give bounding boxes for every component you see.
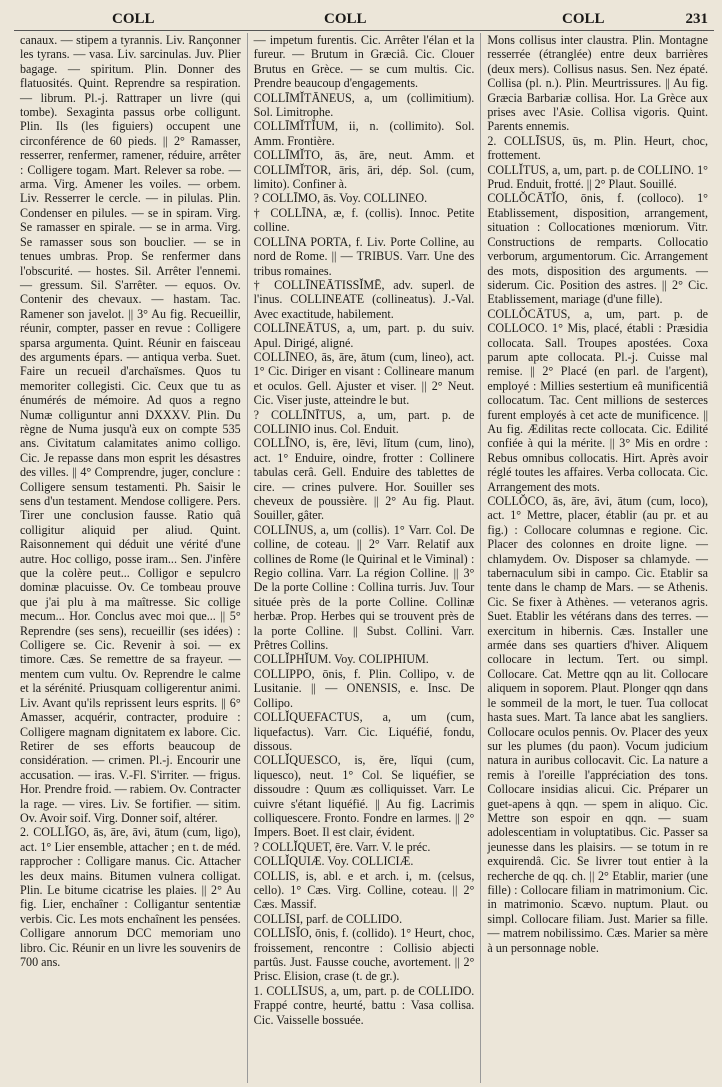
page-header	[14, 8, 714, 31]
dictionary-entry: COLLĬNO, is, ēre, lēvi, lĭtum (cum, lino), act. 1° Enduire, oindre, frotter : Collinere tabulas cerâ. Gell. Enduire des tablettes de cire. — crines pulvere. Hor. Souiller ses cheveux de poussière. || 2° Au fig. Plaut. Souiller, gâter.	[253, 436, 475, 523]
dictionary-entry: COLLĪNUS, a, um (collis). 1° Varr. Col. De colline, de coteau. || 2° Varr. Relatif aux collines de Rome (le Quirinal et le Viminal) : Regio collina. Varr. La région Colline. || 3° De la porte Colline : Collina turris. Juv. Tour située près de la porte Colline. Collinæ herbæ. Prop. Herbes qui se trouvent près de la porte Colline. || Subst. Collini. Varr. Prêtres Collins.	[253, 522, 475, 653]
dictionary-entry: COLLĪMĬTĬUM, ii, n. (collimito). Sol. Amm. Frontière.	[253, 119, 475, 148]
dictionary-entry: COLLĬQUIÆ. Voy. COLLICIÆ.	[253, 854, 414, 869]
dictionary-entry: COLLĪNEO, ās, āre, ātum (cum, lineo), act. 1° Cic. Diriger en visant : Collineare manum et oculos. Gell. Ajuster et viser. || 2° Neut. Cic. Viser juste, atteindre le but.	[253, 349, 475, 408]
dictionary-entry: COLLŎCĀTUS, a, um, part. p. de COLLOCO. 1° Mis, placé, établi : Præsidia collocata. Sall. Troupes apostées. Coxa parum apte collocata. Pl.-j. Cuisse mal remise. || 2° Placé (en parl. de l'argent), employé : Millies sestertium eâ munificentiâ collocatum. Tac. Cent millions de sesterces furent employés à cet acte de munificence. || Au fig. Ædilitas recte collocata. Cic. Edilité confiée à qui la mérite. || 3° Mis en ordre : Rebus omnibus collocatis. Hirt. Après avoir réglé toutes les affaires. Verba collocata. Cic. Arrangement des mots.	[487, 306, 709, 494]
dictionary-entry: ? COLLĪMO, ās. Voy. COLLINEO.	[253, 191, 428, 206]
page-number: 231	[685, 11, 708, 27]
header-left-guideword: COLL	[112, 11, 155, 27]
dictionary-entry: 2. COLLĬGO, ās, āre, āvi, ātum (cum, ligo), act. 1° Lier ensemble, attacher ; en t. de méd. rapprocher : Colligare manus. Cic. Attacher les deux mains. Bitumen vulnera colligat. Plin. Le bitume cicatrise les plaies. || 2° Au fig. Lier, enchaîner : Colligantur sententiæ verbis. Cic. Les mots enchaînent les pensées. Colligare annorum DCC memoriam uno libro. Cic. Réunir en un livre les souvenirs de 700 ans.	[20, 825, 241, 969]
dictionary-entry: COLLĬPHĬUM. Voy. COLIPHIUM.	[253, 652, 429, 667]
dictionary-entry: COLLĬQUESCO, is, ĕre, lĭqui (cum, liquesco), neut. 1° Col. Se liquéfier, se dissoudre : Quum æs colliquisset. Varr. Le cuivre s'étant liquéfié. || Au fig. Lacrimis colliquescere. Fronto. Fondre en larmes. || 2° Impers. Boet. Il est clair, évident.	[253, 753, 475, 840]
dictionary-entry: Mons collisus inter claustra. Plin. Montagne resserrée (étranglée) entre deux barrières (deux mers). Collisus nasus. Sen. Nez épaté. Collisa (pl. n.). Plin. Meurtrissures. || Au fig. Græcia Barbariæ collisa. Hor. La Grèce aux prises avec l'Asie. Collisa vigoris. Quint. Parents ennemis.	[487, 33, 709, 134]
dictionary-entry: canaux. — stipem a tyrannis. Liv. Rançonner les tyrans. — vasa. Liv. sarcinulas. Juv. Plier bagage. — spiritum. Plin. Donner des flatuosités. Quint. Reprendre sa respiration. — librum. Pl.-j. Rattraper un livre (qui tombe). Sexaginta passus orbe colligunt. Plin. Ils (les figuiers) occupent une circonférence de 60 pieds. || 2° Ramasser, resserrer, renfermer, ramener, réduire, arrêter : Colligere togam. Mart. Relever sa robe. — arma. Virg. Amener les voiles. — orbem. Liv. Resserrer le cercle. — in pilulas. Plin. Condenser en pilules. — se in spiram. Virg. Se ramasser en spirale. — se in arma. Virg. Se ramasser sous son bouclier. — se in tenues umbras. Prop. Se renfermer dans l'obscurité. — hostes. Sil. Arrêter l'ennemi. — gressum. Sil. S'arrêter. — equos. Ov. Contenir des chevaux. — hastam. Tac. Ramener son javelot. || 3° Au fig. Recueillir, réunir, compter, passer en revue : Colligere sparsa argumenta. Quint. Réunir en faisceau des arguments épars. — antiqua verba. Suet. Faire un recueil d'archaïsmes. Quos tu memoriter collegisti. Cic. Ceux que tu as énumérés de mémoire. Ad quos a regno Numæ colliguntur anni DXXXV. Plin. Du règne de Numa jusqu'à eux on compte 535 ans. Civitatum calamitates animo colligo. Cic. Je repasse dans mon esprit les désastres des villes. || 4° Comprendre, juger, conclure : Colligere sensum testamenti. Ph. Saisir le sens d'un testament. Mendose colligere. Pers. Tirer une conclusion fausse. Ratio quâ colligitur aliquid per aliud. Quint. Raisonnement qui déduit une vérité d'une autre. Hoc colligo, posse iram... Sen. J'infère que la colère peut... Colligor e sepulcro dominæ placuisse. Ov. Ce tombeau prouve que j'ai plu à ma maîtresse. Sic collige mecum... Hor. Conclus avec moi que... || 5° Reprendre (ses sens), recueillir (ses idées) : Colligere se. Cic. Revenir à soi. — ex timore. Cæs. Se remettre de sa frayeur. — mentem cum vultu. Ov. Reprendre le calme et la sérénité. Priusquam colligerentur animi. Liv. Avant qu'ils reprissent leurs esprits. || 6° Amasser, acquérir, contracter, produire : Colligere magnam dignitatem ex labore. Cic. Retirer de ses efforts beaucoup de considération. — crimen. Pl.-j. Encourir une accusation. — iras. V.-Fl. S'irriter. — frigus. Hor. Prendre froid. — rabiem. Ov. Contracter la rage. — vires. Liv. Se fortifier. — sitim. Ov. Avoir soif. Virg. Donner soif, altérer.	[20, 33, 241, 825]
dictionary-entry: COLLŎCO, ās, āre, āvi, ātum (cum, loco), act. 1° Mettre, placer, établir (au pr. et au fig.) : Collocare columnas e regione. Cic. Placer des colonnes en droite ligne. — chlamydem. Ov. Disposer sa chlamyde. — tabernaculum sibi in campo. Cic. Etablir sa tente dans le champ de Mars. — se Athenis. Cic. Se fixer à Athènes. — veteranos agris. Suet. Etablir les vétérans dans des terres. — exercitum in hibernis. Cæs. Installer une armée dans ses quartiers d'hiver. Aliquem collocare in lectum. Tert. ou simpl. Collocare. Cat. Mettre qqn au lit. Collocare aliquem in soporem. Plaut. Plonger qqn dans le sommeil de la mort, le tuer. Tua collocat hasta sues. Mart. Ta lance abat les sangliers. Collocare oculos pennis. Ov. Placer des yeux sur les plumes (du paon). Vocum judicium natura in auribus collocavit. Cic. La nature a remis à l'oreille l'appréciation des tons. Collocare insidias alicui. Cic. Préparer un guet-apens à qqn. — spem in aliquo. Cic. Mettre son espoir en qqn. — suam adolescentiam in voluptatibus. Cic. Passer sa jeunesse dans les plaisirs. — se totum in re exquirendâ. Cic. Se livrer tout entier à la recherche de qq. ch. || 2° Etablir, marier (une fille) : Collocare filiam in matrimonium. Cic. in matrimonio. Scævo. nuptum. Plaut. ou simpl. Collocare filiam. Just. Marier sa fille. — matrem nobilissimo. Cæs. Marier sa mère à un personnage noble.	[487, 494, 709, 955]
dictionary-entry: † COLLĪNA, æ, f. (collis). Innoc. Petite colline.	[253, 205, 475, 235]
dictionary-entry: COLLĪSĬO, ōnis, f. (collido). 1° Heurt, choc, froissement, rencontre : Collisio abjecti partûs. Just. Fausse couche, avortement. || 2° Prisc. Elision, crase (t. de gr.).	[253, 926, 475, 984]
text-columns	[14, 33, 714, 1083]
dictionary-entry: COLLĪMĬTO, ās, āre, neut. Amm. et COLLĪMĬTOR, āris, āri, dép. Sol. (cum, limito). Confiner à.	[253, 148, 475, 192]
column-2	[247, 33, 481, 1083]
header-center-guideword: COLL	[324, 11, 367, 27]
dictionary-entry: COLLĪSI, parf. de COLLIDO.	[253, 911, 403, 926]
dictionary-entry: † COLLĪNEĀTISSĬMĒ, adv. superl. de l'inus. COLLINEATE (collineatus). J.-Val. Avec exactitude, habilement.	[253, 277, 475, 321]
dictionary-entry: ? COLLĬQUET, ēre. Varr. V. le préc.	[253, 839, 431, 854]
dictionary-entry: COLLIS, is, abl. e et arch. i, m. (celsus, cello). 1° Cæs. Virg. Colline, coteau. || 2° Cæs. Massif.	[253, 868, 475, 912]
dictionary-entry: ? COLLĪNĪTUS, a, um, part. p. de COLLINIO inus. Col. Enduit.	[253, 407, 475, 436]
dictionary-entry: COLLĬTUS, a, um, part. p. de COLLINO. 1° Prud. Enduit, frotté. || 2° Plaut. Souillé.	[487, 162, 709, 192]
dictionary-entry: 2. COLLĪSUS, ūs, m. Plin. Heurt, choc, frottement.	[487, 133, 709, 163]
dictionary-entry: COLLIPPO, ōnis, f. Plin. Collipo, v. de Lusitanie. || — ONENSIS, e. Insc. De Collipo.	[253, 666, 475, 710]
dictionary-entry: — impetum furentis. Cic. Arrêter l'élan et la fureur. — Brutum in Græciâ. Cic. Clouer Brutus en Grèce. — se cum multis. Cic. Prendre beaucoup d'engagements.	[253, 33, 475, 91]
header-right-guideword: COLL	[562, 11, 605, 27]
column-3	[480, 33, 714, 1083]
dictionary-entry: COLLĪNA PORTA, f. Liv. Porte Colline, au nord de Rome. || — TRIBUS. Varr. Une des tribus romaines.	[253, 234, 475, 278]
dictionary-entry: COLLĪMĬTĀNEUS, a, um (collimitium). Sol. Limitrophe.	[253, 90, 475, 120]
dictionary-entry: 1. COLLĪSUS, a, um, part. p. de COLLIDO. Frappé contre, heurté, battu : Vasa collisa. Cic. Vaisselle bossuée.	[253, 983, 475, 1027]
column-1	[14, 33, 247, 1083]
dictionary-entry: COLLĪNEĀTUS, a, um, part. p. du suiv. Apul. Dirigé, aligné.	[253, 321, 475, 350]
dictionary-entry: COLLĬQUEFACTUS, a, um (cum, liquefactus). Varr. Cic. Liquéfié, fondu, dissous.	[253, 710, 475, 753]
dictionary-entry: COLLŎCĀTĬO, ōnis, f. (colloco). 1° Etablissement, disposition, arrangement, situation : Collocationes mœniorum. Vitr. Constructions de remparts. Collocatio verborum, argumentorum. Cic. Arrangement des mots, disposition des arguments. — siderum. Cic. Position des astres. || 2° Cic. Etablissement, mariage (d'une fille).	[487, 191, 709, 307]
